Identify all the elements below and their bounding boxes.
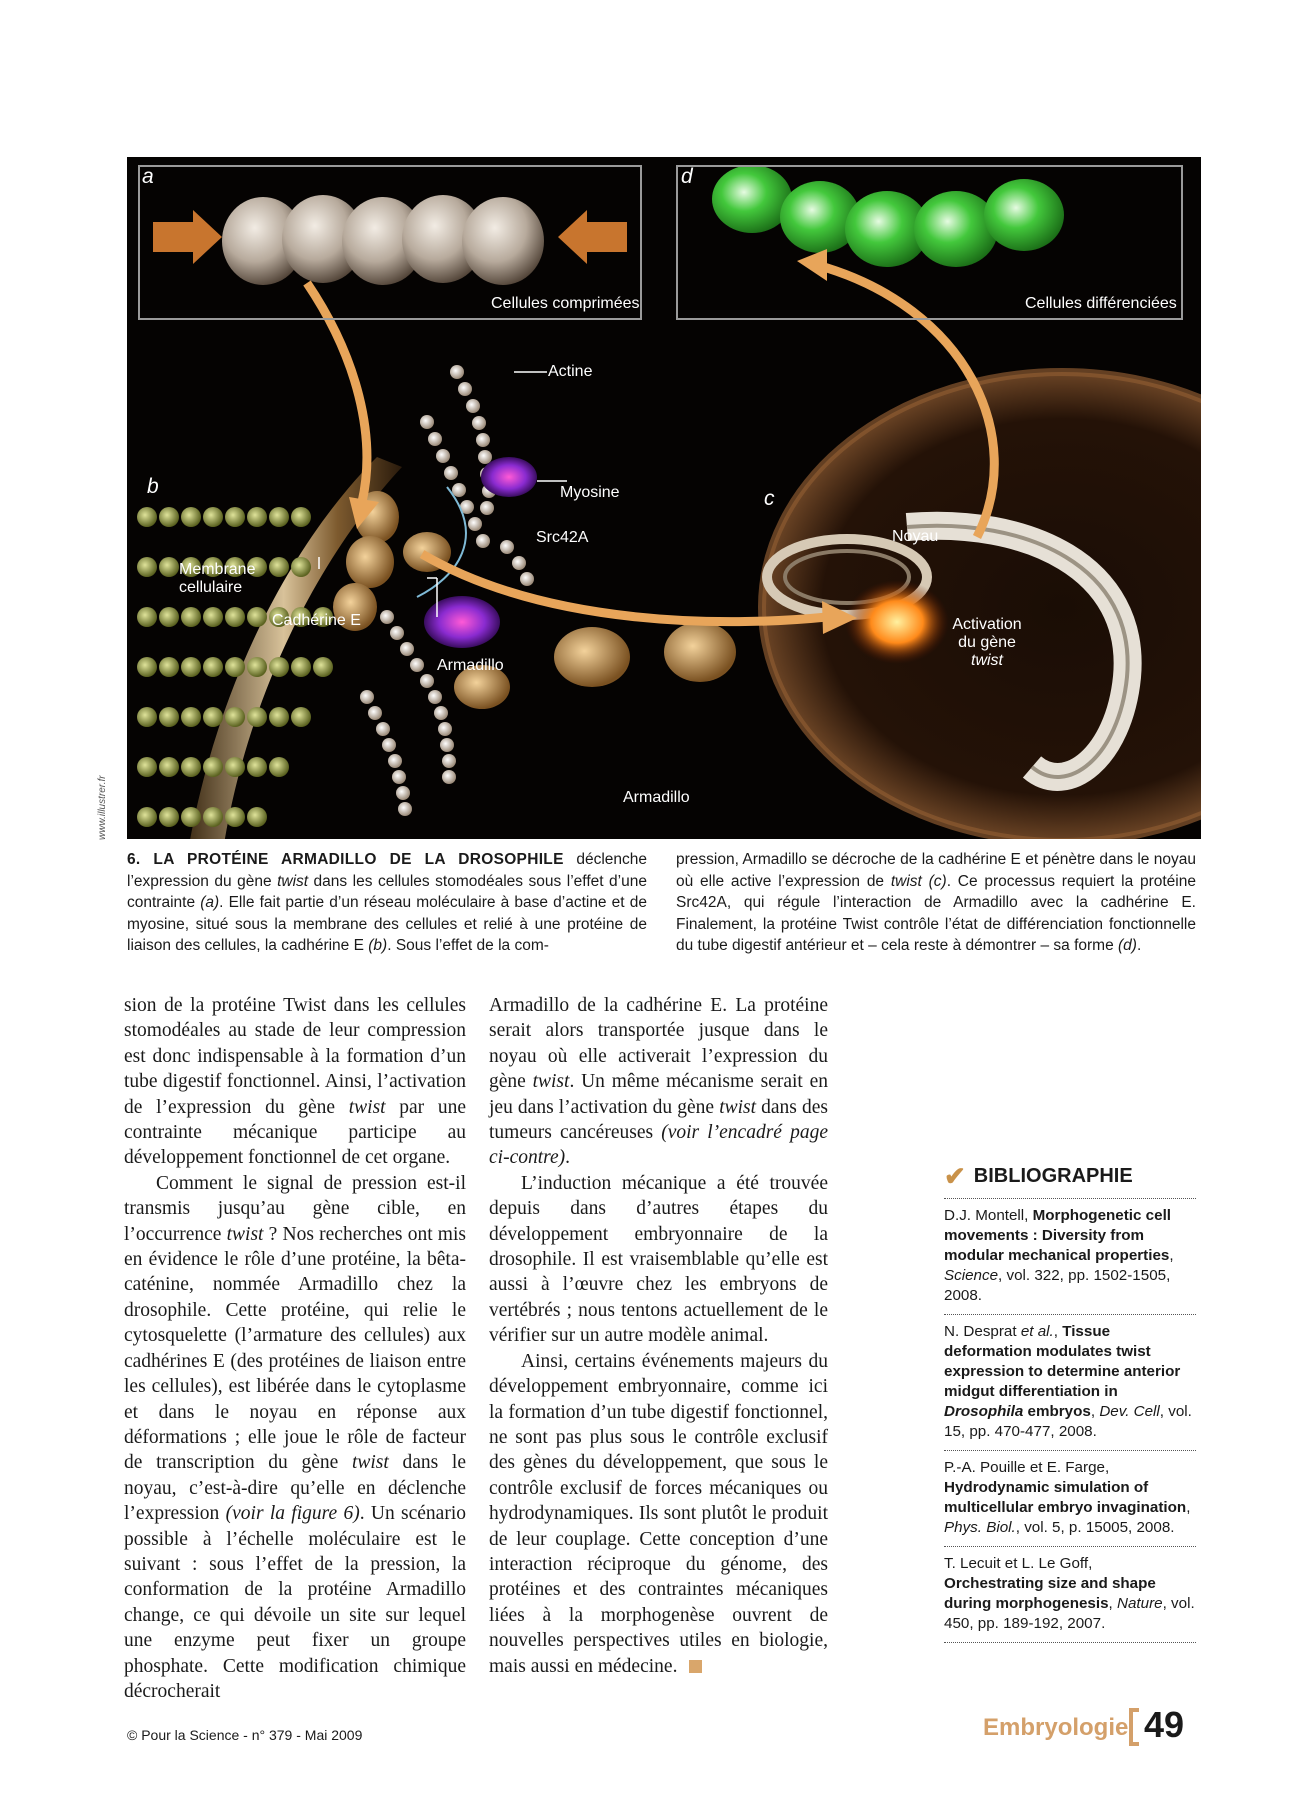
bib-details: , vol. 5, p. 15005, 2008. bbox=[1015, 1519, 1175, 1536]
label-cellules-differenciees: Cellules différenciées bbox=[1025, 295, 1177, 312]
bib-author: N. Desprat bbox=[944, 1323, 1021, 1340]
bibliography-entry bbox=[944, 1451, 1196, 1547]
text: par une contrainte mécanique participe au développement fonctionnel de cet organe. bbox=[124, 1096, 466, 1169]
caption-text: déclenche l’expression du gène bbox=[127, 851, 647, 890]
text: sion de la protéine Twist dans les cellules stomodéales au stade de leur compression est donc indispensable à la formation d’un tube digestif fonctionnel. Ainsi, l’activation de l’expression du gène bbox=[124, 995, 466, 1118]
figure-caption-left bbox=[127, 849, 647, 957]
bibliography-entry bbox=[944, 1315, 1196, 1451]
gene-name: twist bbox=[351, 1452, 389, 1474]
bib-title: Morphogenetic cell movements : Diversity from modular mechanical properties bbox=[944, 1207, 1172, 1264]
bib-title-italic: Drosophila bbox=[944, 1403, 1024, 1420]
caption-panel-ref: (a) bbox=[200, 894, 220, 911]
label-activation-2: du gène bbox=[958, 634, 1016, 651]
gene-name: twist bbox=[719, 1096, 757, 1118]
bib-journal: Phys. Biol. bbox=[944, 1519, 1016, 1536]
caption-panel-ref: (c) bbox=[921, 872, 947, 890]
caption-text: . Ce processus requiert la protéine Src42A, qui régule l’interaction de Armadillo avec la cadhérine E. Finalement, la protéine Twist contrôle l’état de différenciation fonctionnelle du tube digestif antérieur et – cela reste à démontrer – sa forme bbox=[676, 872, 1196, 954]
footer-section-name: Embryologie bbox=[983, 1714, 1129, 1741]
label-membrane-2: cellulaire bbox=[179, 579, 243, 596]
bib-details: , vol. 322, pp. 1502-1505, 2008. bbox=[944, 1267, 1171, 1304]
caption-gene-name: twist bbox=[890, 872, 922, 890]
article-end-mark bbox=[689, 1660, 702, 1673]
bib-journal: Nature bbox=[1117, 1595, 1163, 1612]
label-cellules-comprimees: Cellules comprimées bbox=[491, 295, 640, 312]
checkmark-icon: ✔ bbox=[944, 1161, 966, 1191]
label-armadillo-2: Armadillo bbox=[623, 789, 690, 806]
gene-name: twist bbox=[226, 1223, 264, 1245]
label-activation-1: Activation bbox=[952, 616, 1022, 633]
caption-text: pression, Armadillo se décroche de la cadhérine E et pénètre dans le noyau où elle active l’expression de bbox=[676, 851, 1196, 890]
bib-etal: et al. bbox=[1020, 1323, 1054, 1340]
text: ? Nos recherches ont mis en évidence le rôle d’une protéine, la bêta-caténine, nommée Armadillo chez la drosophile. Cette protéine, qui relie le cytosquelette (l’armature des cellules) aux cadhérines E (des protéines de liaison entre les cellules), est libérée dans le cytoplasme et dans le noyau en réponse aux déformations ; elle joue le rôle de facteur de transcription du gène bbox=[124, 1223, 466, 1474]
bib-sep: , bbox=[1169, 1247, 1174, 1264]
bib-sep: , bbox=[1108, 1595, 1117, 1612]
bib-author: T. Lecuit et L. Le Goff, bbox=[944, 1555, 1093, 1572]
text: dans le noyau, c’est-à-dire qu’elle en déclenche l’expression bbox=[124, 1452, 466, 1525]
paragraph bbox=[489, 1349, 828, 1679]
page-number: 49 bbox=[1144, 1704, 1185, 1745]
label-armadillo-1: Armadillo bbox=[437, 657, 504, 674]
label-noyau: Noyau bbox=[892, 528, 939, 545]
label-myosine: Myosine bbox=[560, 484, 620, 501]
caption-text: . Sous l’effet de la com- bbox=[387, 937, 549, 954]
body-column-1 bbox=[124, 993, 466, 1704]
bib-journal: Dev. Cell bbox=[1099, 1403, 1160, 1420]
text: dans des tumeurs cancéreuses bbox=[489, 1096, 828, 1144]
gene-name: twist bbox=[532, 1071, 570, 1093]
bib-sep: , bbox=[1186, 1499, 1191, 1516]
bib-details: , vol. 15, pp. 470-477, 2008. bbox=[944, 1403, 1192, 1440]
paragraph: L’induction mécanique a été trouvée depuis dans d’autres étapes du développement embryonnaire de la drosophile. Il est vraisemblable qu’elle est aussi à l’œuvre chez les embryons de vertébrés ; nous tentons actuellement de le vérifier sur un autre modèle animal. bbox=[489, 1172, 828, 1347]
caption-text: dans les cellules stomodéales sous l’effet d’une contrainte bbox=[127, 872, 647, 911]
bib-title: Tissue deformation modulates twist expression to determine anterior midgut differentiation in bbox=[944, 1323, 1181, 1400]
bibliography bbox=[944, 1163, 1196, 1643]
gene-name: twist bbox=[348, 1096, 386, 1118]
bib-title: Hydrodynamic simulation of multicellular embryo invagination bbox=[944, 1479, 1187, 1516]
figure-reference: (voir la figure 6) bbox=[225, 1503, 360, 1525]
label-src42a: Src42A bbox=[536, 529, 589, 546]
label-membrane-1: Membrane bbox=[179, 561, 256, 578]
sidebar-reference: (voir l’encadré page ci-contre) bbox=[489, 1122, 828, 1169]
bib-title: Orchestrating size and shape during morphogenesis bbox=[944, 1575, 1156, 1612]
bib-title: embryos bbox=[1023, 1403, 1091, 1420]
bibliography-heading bbox=[944, 1163, 1196, 1199]
bib-details: , vol. 450, pp. 189-192, 2007. bbox=[944, 1595, 1195, 1632]
bibliography-entry bbox=[944, 1547, 1196, 1643]
bib-author: P.-A. Pouille et E. Farge, bbox=[944, 1459, 1110, 1476]
text: Ainsi, certains événements majeurs du développement embryonnaire, comme ici la formation d’un tube digestif fonctionnel, ne sont pas plus sous le contrôle exclusif des gènes du développement, que sous le contrôle exclusif de forces mécaniques ou hydrodynamiques. Ils sont plutôt le produit de leur couplage. Cette conception d’une interaction réciproque du génome, des protéines et des contraintes mécaniques liées à la morphogenèse ouvrent de nouvelles perspectives utiles en biologie, mais aussi en médecine. bbox=[489, 1350, 828, 1677]
bib-sep: , bbox=[1090, 1403, 1100, 1420]
caption-panel-ref: (b) bbox=[368, 937, 388, 954]
paragraph bbox=[124, 1171, 466, 1705]
footer-bracket bbox=[1129, 1708, 1139, 1746]
label-actine: Actine bbox=[548, 363, 593, 380]
caption-text: . bbox=[1136, 937, 1142, 954]
panel-d-letter: d bbox=[681, 165, 693, 188]
bib-journal: Science bbox=[944, 1267, 999, 1284]
bibliography-entry bbox=[944, 1199, 1196, 1315]
figure-caption-right bbox=[676, 849, 1196, 957]
bibliography-title: BIBLIOGRAPHIE bbox=[973, 1164, 1133, 1187]
caption-text: . Elle fait partie d’un réseau moléculaire à base d’actine et de myosine, situé sous la membrane des cellules et relié à une protéine de liaison des cellules, la cadhérine E bbox=[127, 894, 647, 954]
bib-sep: , bbox=[1053, 1323, 1063, 1340]
panel-c-letter: c bbox=[764, 487, 775, 510]
caption-title: 6. LA PROTÉINE ARMADILLO DE LA DROSOPHILE bbox=[127, 851, 564, 868]
panel-b-letter: b bbox=[147, 475, 159, 498]
caption-gene-name: twist bbox=[277, 872, 309, 890]
image-credit: www.illustrer.fr bbox=[97, 775, 108, 840]
panel-a-letter: a bbox=[142, 165, 154, 188]
caption-panel-ref: (d) bbox=[1118, 937, 1137, 954]
text: . Un même mécanisme serait en jeu dans l’activation du gène bbox=[489, 1071, 829, 1118]
src42a-protein-2 bbox=[424, 596, 500, 648]
text: Comment le signal de pression est-il transmis jusqu’au gène cible, en l’occurrence bbox=[124, 1172, 466, 1245]
src42a-protein bbox=[481, 457, 537, 497]
label-cadherine-e: Cadhérine E bbox=[272, 612, 361, 629]
body-column-2 bbox=[489, 993, 828, 1679]
text: Armadillo de la cadhérine E. La protéine serait alors transportée jusque dans le noyau où elle activerait l’expression du gène bbox=[489, 995, 828, 1093]
label-activation-3: twist bbox=[971, 652, 1003, 669]
paragraph bbox=[489, 993, 828, 1171]
text: . Un scénario possible à l’échelle moléculaire est le suivant : sous l’effet de la pression, la conformation de la protéine Armadillo change, ce qui dévoile un site sur lequel une enzyme peut fixer un groupe phosphate. Cette modification chimique décrocherait bbox=[124, 1503, 467, 1702]
figure-6 bbox=[127, 157, 1201, 839]
footer-publication: © Pour la Science - n° 379 - Mai 2009 bbox=[127, 1727, 363, 1743]
text: . bbox=[565, 1147, 571, 1169]
bib-author: D.J. Montell, bbox=[944, 1207, 1033, 1224]
paragraph bbox=[124, 993, 466, 1171]
